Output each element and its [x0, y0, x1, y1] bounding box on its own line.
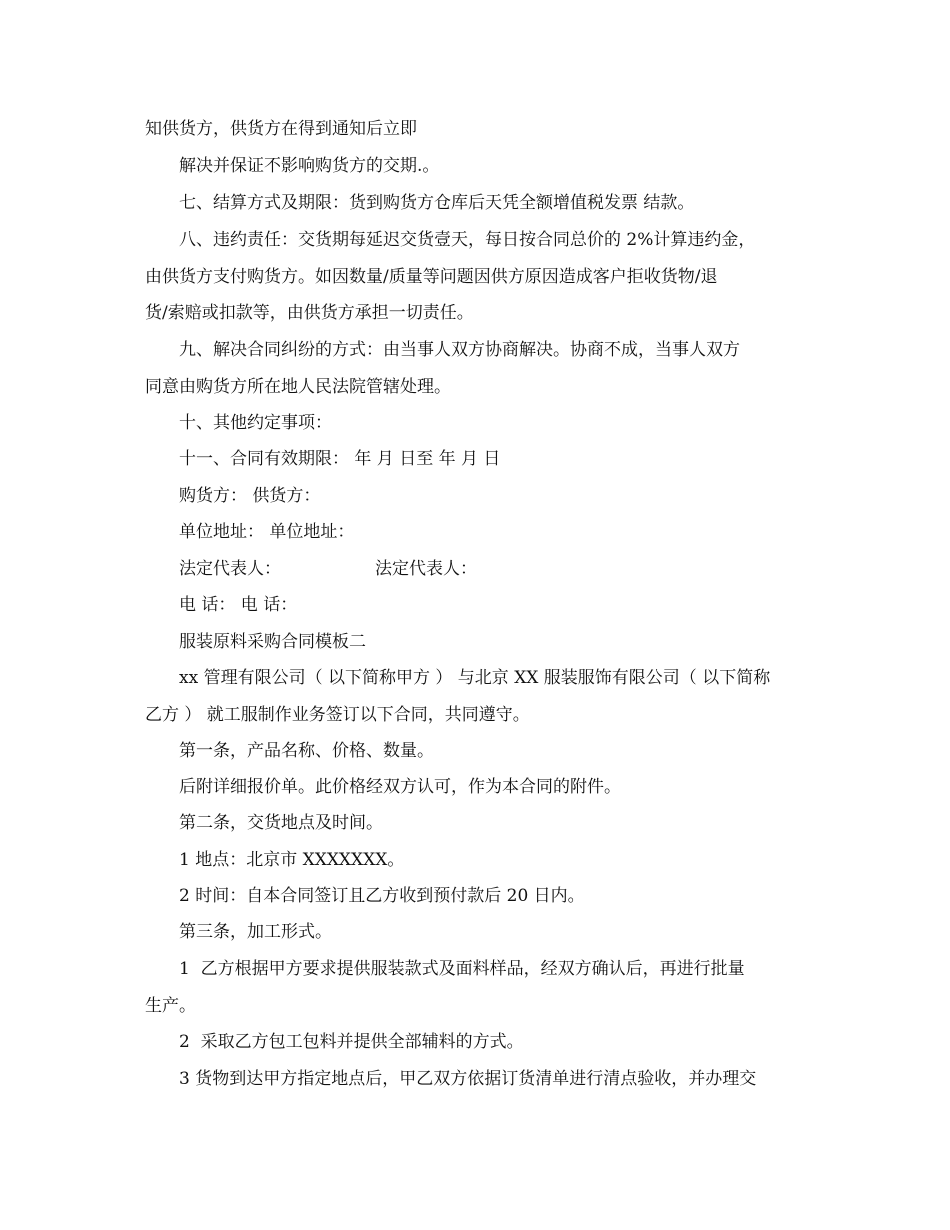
- text-line: 1 地点：北京市 XXXXXXX。: [179, 850, 405, 870]
- text-line: 法定代表人：: [375, 559, 477, 579]
- text-line: 同意由购货方所在地人民法院管辖处理。: [145, 377, 451, 397]
- text-line: 单位地址： 单位地址：: [179, 522, 355, 542]
- text-line: 法定代表人：: [179, 559, 281, 579]
- text-line: 后附详细报价单。此价格经双方认可，作为本合同的附件。: [179, 777, 621, 797]
- text-line: 3 货物到达甲方指定地点后，甲乙双方依据订货清单进行清点验收，并办理交: [179, 1069, 757, 1089]
- text-line: 七、结算方式及期限：货到购货方仓库后天凭全额增值税发票 结款。: [179, 193, 695, 213]
- text-line: 生产。: [145, 996, 196, 1016]
- text-line: 九、解决合同纠纷的方式：由当事人双方协商解决。协商不成，当事人双方: [179, 340, 740, 360]
- text-line: 由供货方支付购货方。如因数量/质量等问题因供方原因造成客户拒收货物/退: [145, 267, 718, 287]
- text-line: 2 采取乙方包工包料并提供全部辅料的方式。: [179, 1032, 524, 1052]
- text-line: 第二条，交货地点及时间。: [179, 813, 383, 833]
- text-line: 知供货方，供货方在得到通知后立即: [145, 119, 417, 139]
- text-line: 购货方： 供货方：: [179, 486, 321, 506]
- text-line: xx 管理有限公司（ 以下简称甲方 ） 与北京 XX 服装服饰有限公司（ 以下简称: [179, 668, 771, 688]
- section-heading: 服装原料采购合同模板二: [179, 632, 366, 652]
- text-line: 电 话： 电 话：: [179, 595, 298, 615]
- text-line: 乙方 ） 就工服制作业务签订以下合同，共同遵守。: [145, 705, 530, 725]
- text-line: 货/索赔或扣款等，由供货方承担一切责任。: [145, 303, 474, 323]
- text-line: 第一条，产品名称、价格、数量。: [179, 741, 434, 761]
- text-line: 十、其他约定事项：: [179, 413, 332, 433]
- text-line: 八、违约责任：交货期每延迟交货壹天，每日按合同总价的 2%计算违约金，: [179, 230, 756, 250]
- text-line: 解决并保证不影响购货方的交期.。: [179, 156, 440, 176]
- text-line: 2 时间：自本合同签订且乙方收到预付款后 20 日内。: [179, 886, 585, 906]
- text-line: 第三条，加工形式。: [179, 922, 332, 942]
- text-line: 1 乙方根据甲方要求提供服装款式及面料样品，经双方确认后，再进行批量: [179, 959, 745, 979]
- text-line: 十一、合同有效期限： 年 月 日至 年 月 日: [179, 449, 501, 469]
